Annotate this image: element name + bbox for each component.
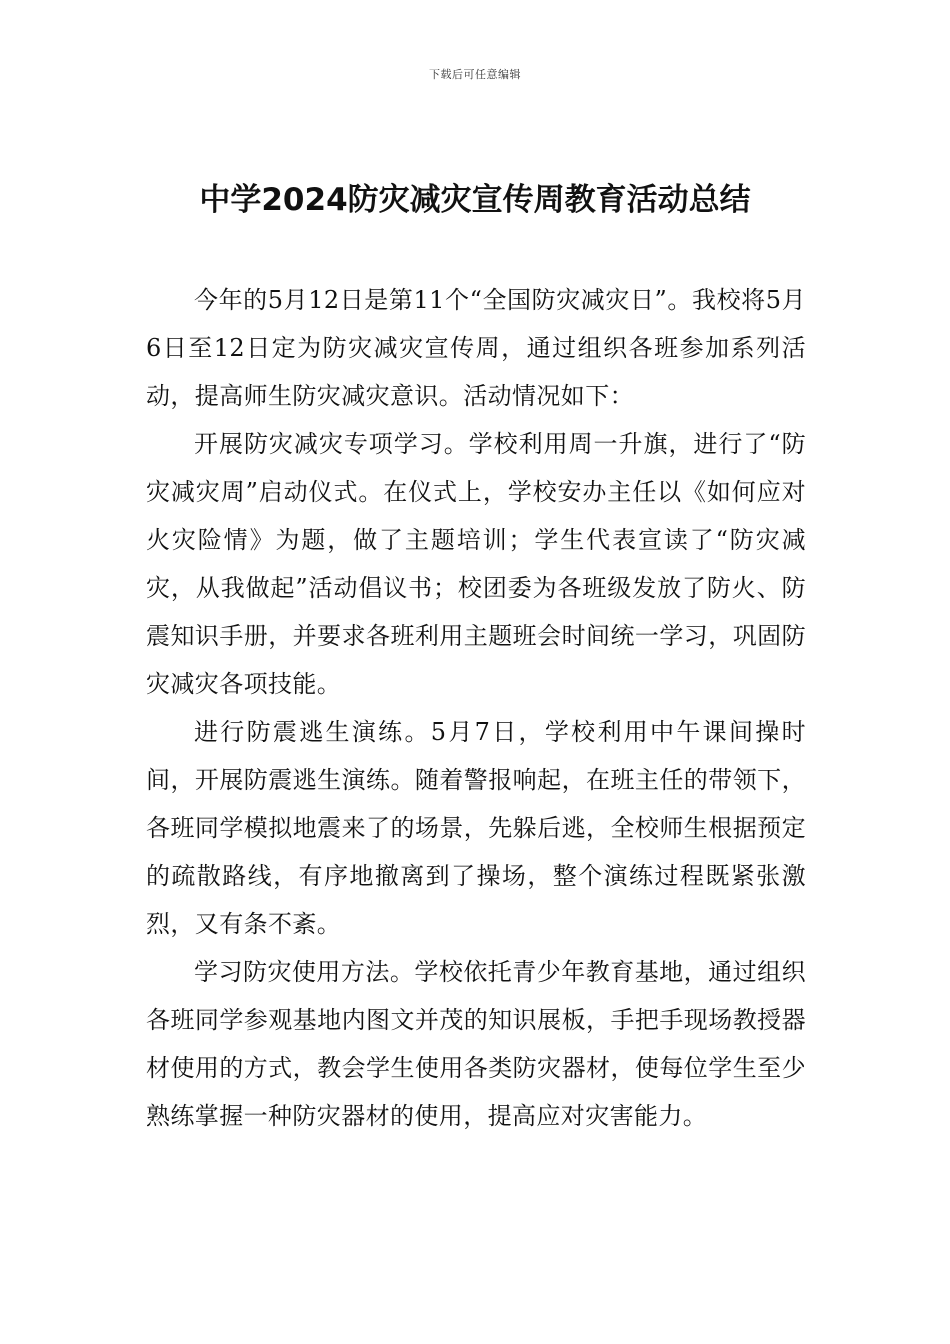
paragraph-equipment: 学习防灾使用方法。学校依托青少年教育基地，通过组织各班同学参观基地内图文并茂的知识展板，手把手现场教授器材使用的方式，教会学生使用各类防灾器材，使每位学生至少熟练掌握一种防灾器材的使用，提高应对灾害能力。 (146, 958, 806, 1130)
paragraph-intro: 今年的5月12日是第11个“全国防灾减灾日”。我校将5月6日至12日定为防灾减灾宣传周，通过组织各班参加系列活动，提高师生防灾减灾意识。活动情况如下： (146, 286, 806, 410)
document-title: 中学2024防灾减灾宣传周教育活动总结 (199, 182, 751, 218)
paragraph-drill: 进行防震逃生演练。5月7日，学校利用中午课间操时间，开展防震逃生演练。随着警报响起，在班主任的带领下，各班同学模拟地震来了的场景，先躲后逃，全校师生根据预定的疏散路线，有序地撤离到了操场，整个演练过程既紧张激烈，又有条不紊。 (146, 718, 806, 938)
paragraph-study: 开展防灾减灾专项学习。学校利用周一升旗，进行了“防灾减灾周”启动仪式。在仪式上，学校安办主任以《如何应对火灾险情》为题，做了主题培训；学生代表宣读了“防灾减灾，从我做起”活动倡议书；校团委为各班级发放了防火、防震知识手册，并要求各班利用主题班会时间统一学习，巩固防灾减灾各项技能。 (146, 430, 806, 698)
document-body (146, 276, 806, 1140)
header-note: 下载后可任意编辑 (429, 68, 521, 81)
